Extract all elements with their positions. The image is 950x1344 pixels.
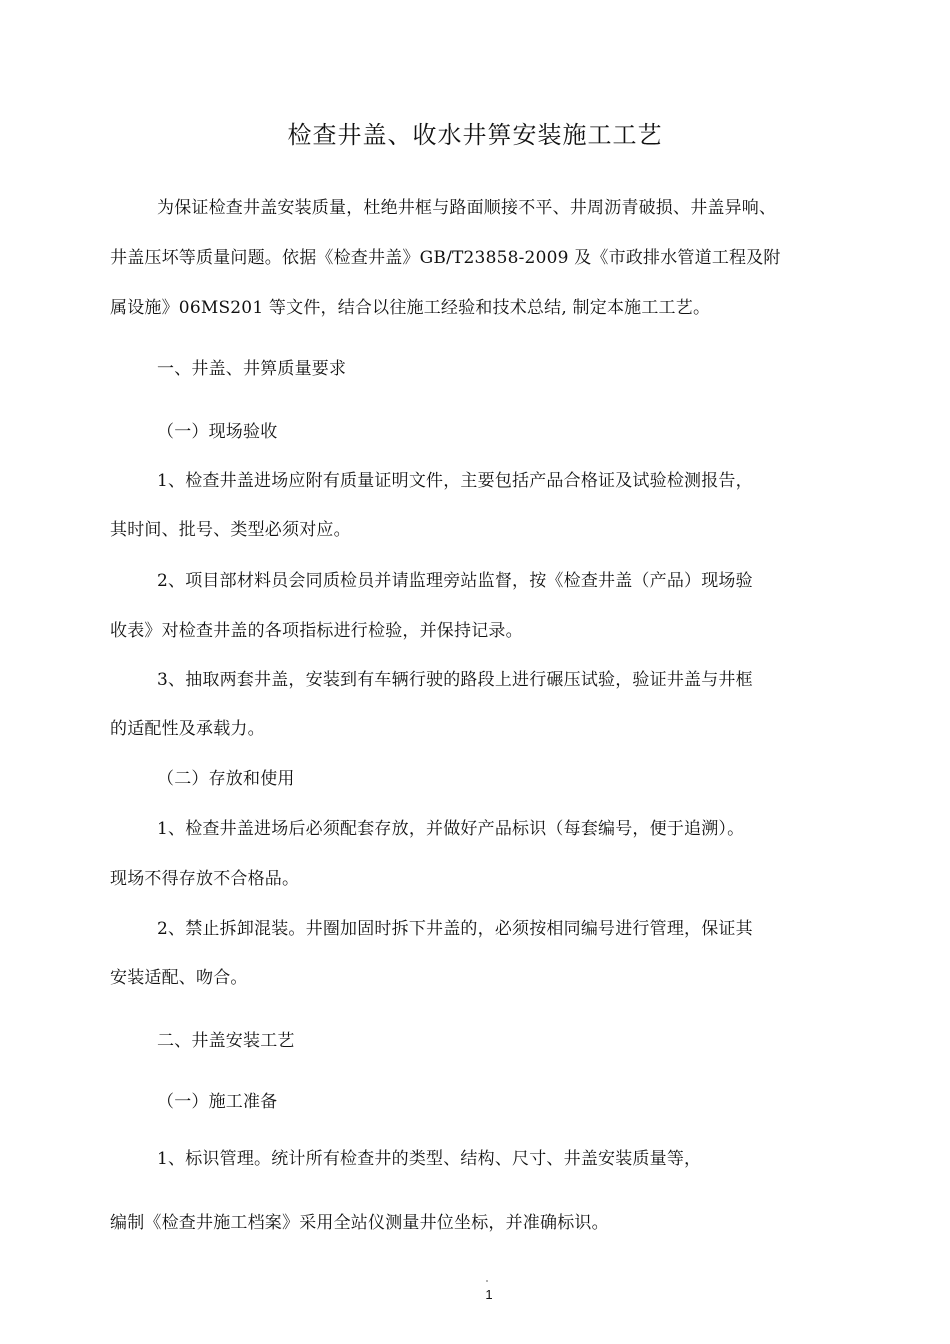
paragraph-line: 收表》对检查井盖的各项指标进行检验，并保持记录。 — [110, 621, 523, 641]
paragraph-line: 安装适配、吻合。 — [110, 968, 248, 988]
subsection-heading: （一）施工准备 — [157, 1092, 278, 1112]
paragraph-line: 2、禁止拆卸混装。井圈加固时拆下井盖的，必须按相同编号进行管理，保证其 — [157, 919, 753, 939]
paragraph-line: 现场不得存放不合格品。 — [110, 869, 300, 889]
paragraph-line: 的适配性及承载力。 — [110, 719, 265, 739]
paragraph-line: 1、检查井盖进场后必须配套存放，并做好产品标识（每套编号，便于追溯）。 — [157, 819, 745, 839]
paragraph-line: 编制《检查井施工档案》采用全站仪测量井位坐标，并准确标识。 — [110, 1213, 609, 1233]
section-heading: 二、井盖安装工艺 — [157, 1031, 295, 1051]
document-title: 检查井盖、收水井箅安装施工工艺 — [287, 121, 663, 149]
subsection-heading: （二）存放和使用 — [157, 769, 295, 789]
paragraph-line: 2、项目部材料员会同质检员并请监理旁站监督，按《检查井盖（产品）现场验 — [157, 571, 753, 591]
paragraph-line: 1、标识管理。统计所有检查井的类型、结构、尺寸、井盖安装质量等， — [157, 1149, 702, 1169]
subsection-heading: （一）现场验收 — [157, 422, 278, 442]
section-heading: 一、井盖、井箅质量要求 — [157, 359, 347, 379]
paragraph-line: 1、检查井盖进场应附有质量证明文件，主要包括产品合格证及试验检测报告， — [157, 471, 753, 491]
paragraph-line: 3、抽取两套井盖，安装到有车辆行驶的路段上进行碾压试验，验证井盖与井框 — [157, 670, 753, 690]
paragraph-line: 属设施》06MS201 等文件，结合以往施工经验和技术总结, 制定本施工工艺。 — [110, 298, 711, 318]
paragraph-line: 井盖压坏等质量问题。依据《检查井盖》GB/T23858-2009 及《市政排水管道工程及附 — [110, 248, 781, 268]
page-number: 1 — [485, 1287, 493, 1302]
paragraph-line: 为保证检查井盖安装质量，杜绝井框与路面顺接不平、井周沥青破损、井盖异响、 — [157, 198, 777, 218]
page-marker-dot — [486, 1280, 488, 1282]
paragraph-line: 其时间、批号、类型必须对应。 — [110, 520, 351, 540]
